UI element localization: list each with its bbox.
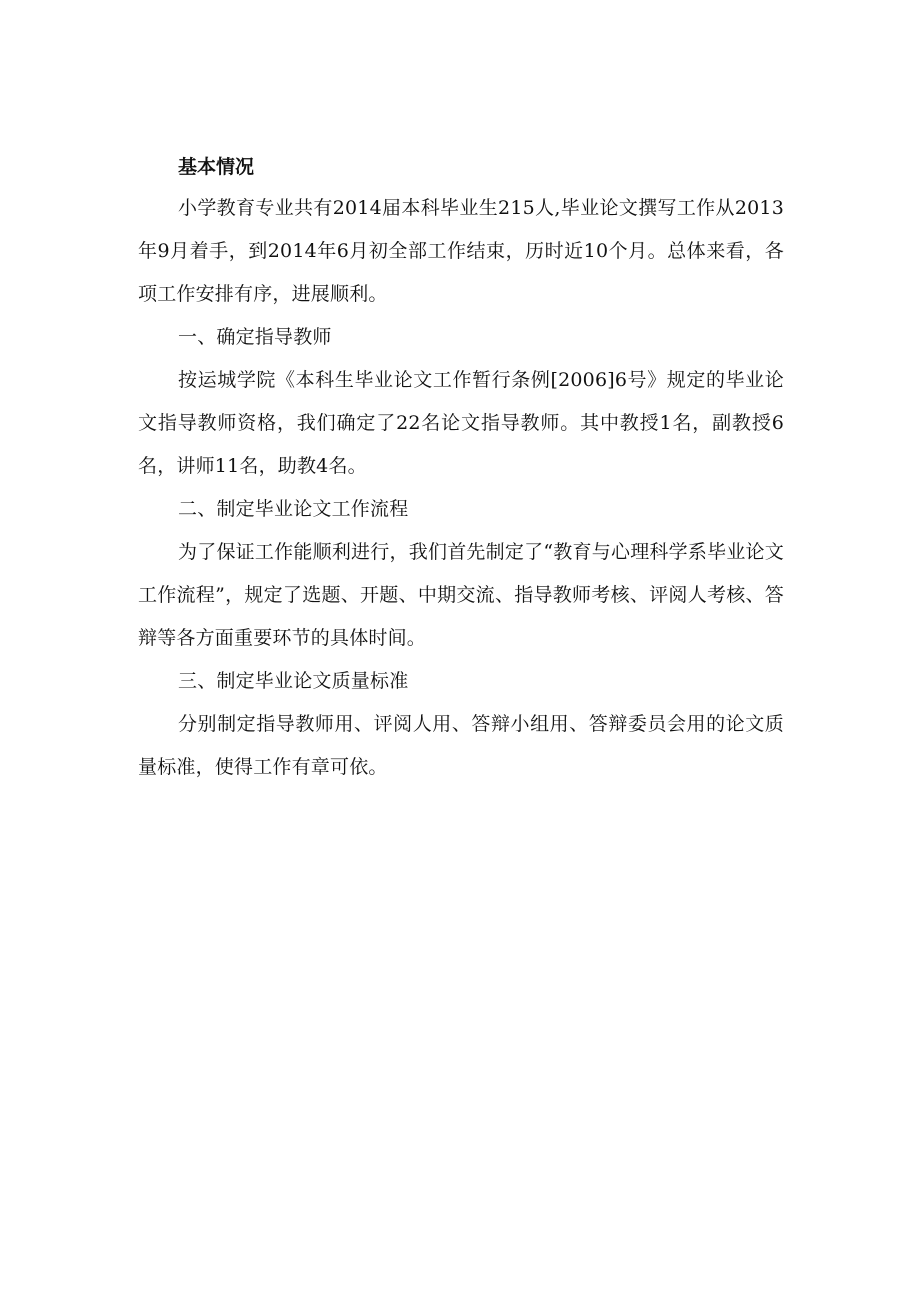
intro-paragraph: 小学教育专业共有2014届本科毕业生215人,毕业论文撰写工作从2013年9月着手，到2014年6月初全部工作结束，历时近10个月。总体来看，各项工作安排有序，进展顺利。 <box>138 197 784 305</box>
section-title-1: 一、确定指导教师 <box>178 326 332 348</box>
section-title-2: 二、制定毕业论文工作流程 <box>178 498 409 520</box>
document-heading: 基本情况 <box>178 156 255 178</box>
section-body-3: 分别制定指导教师用、评阅人用、答辩小组用、答辩委员会用的论文质量标准，使得工作有章可依。 <box>138 713 784 778</box>
section-body-2: 为了保证工作能顺利进行，我们首先制定了“教育与心理科学系毕业论文工作流程”，规定了选题、开题、中期交流、指导教师考核、评阅人考核、答辩等各方面重要环节的具体时间。 <box>138 541 784 649</box>
section-body-1: 按运城学院《本科生毕业论文工作暂行条例[2006]6号》规定的毕业论文指导教师资格，我们确定了22名论文指导教师。其中教授1名，副教授6名，讲师11名，助教4名。 <box>138 369 784 477</box>
section-title-3: 三、制定毕业论文质量标准 <box>178 670 409 692</box>
document-page <box>138 147 784 789</box>
